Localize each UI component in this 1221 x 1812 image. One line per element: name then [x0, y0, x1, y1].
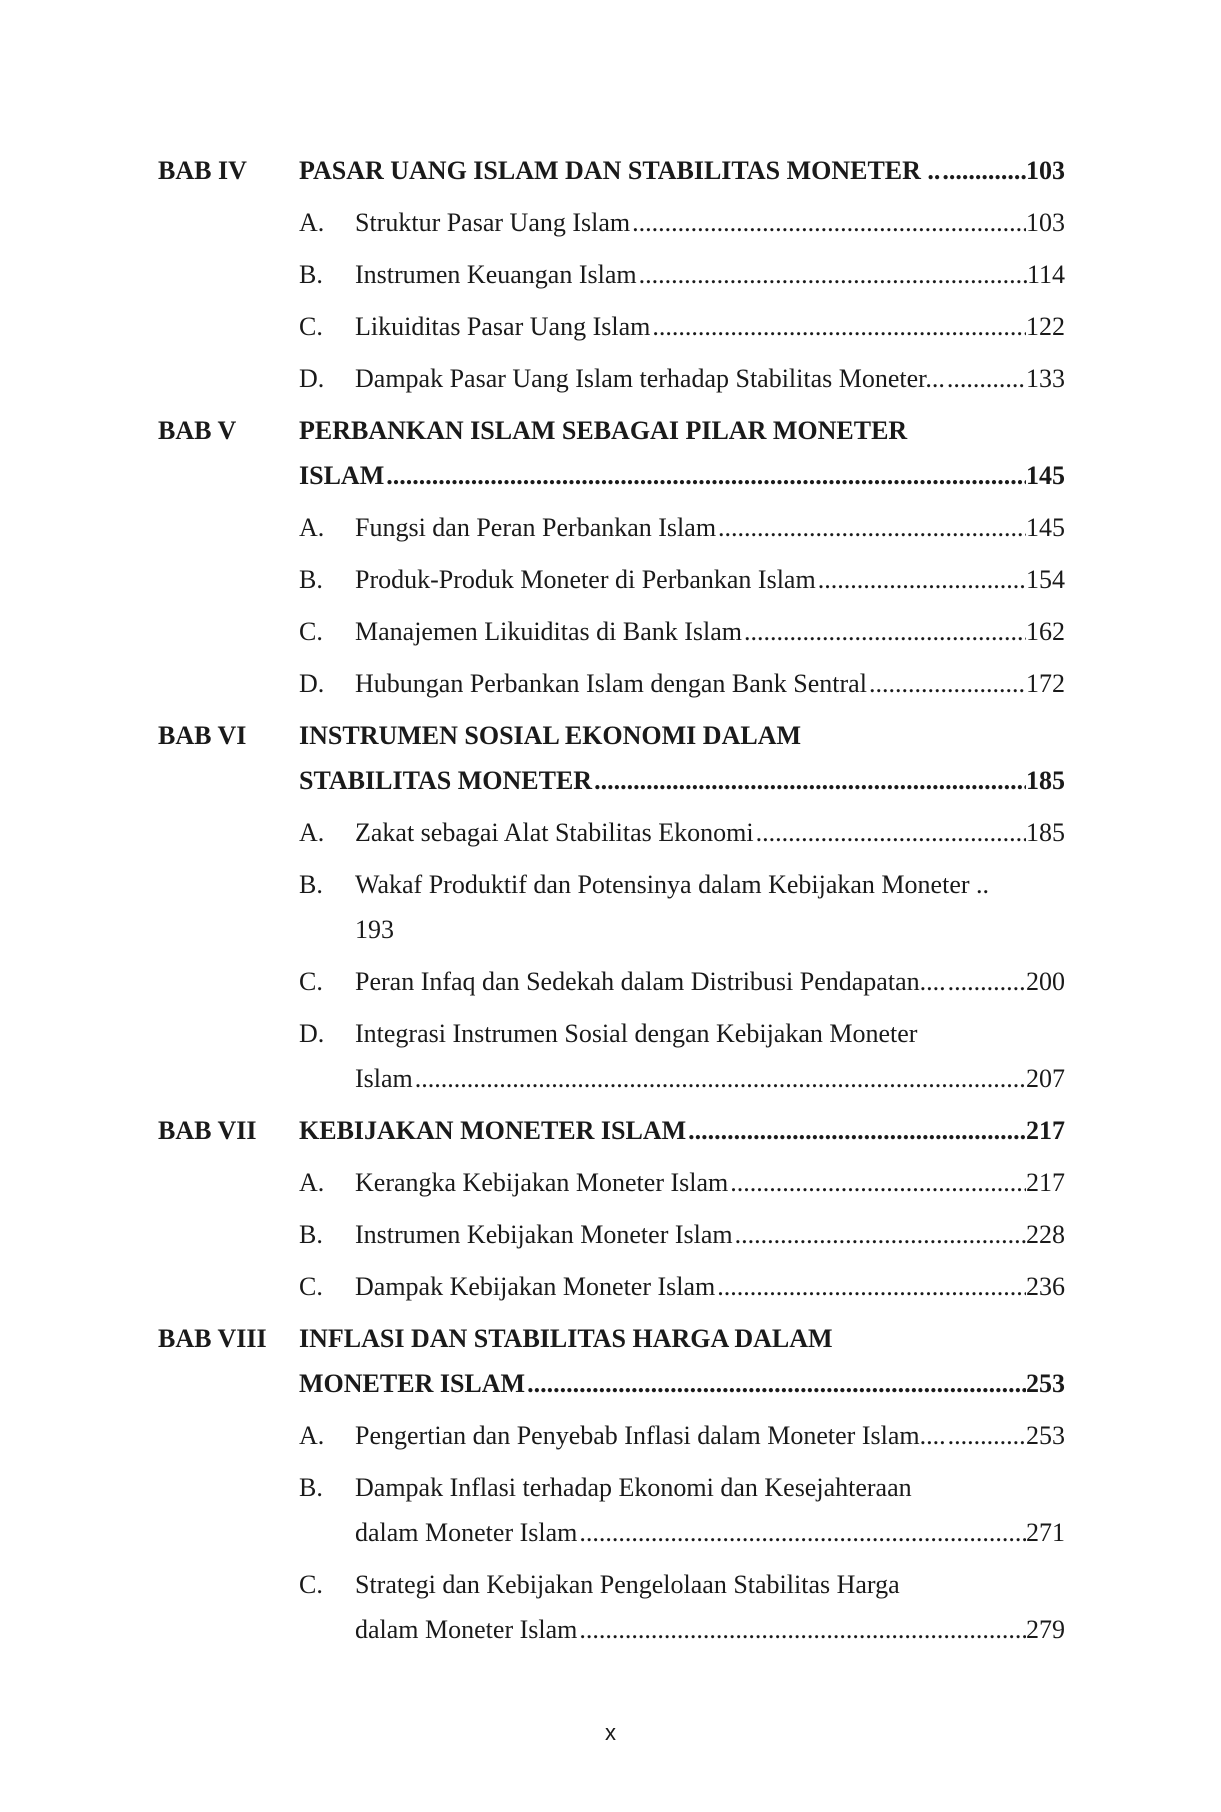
toc-section[interactable] [299, 304, 1065, 349]
toc-section[interactable] [299, 862, 1065, 952]
section-body [355, 1264, 1065, 1309]
section-letter: A. [299, 513, 325, 542]
section-title-entry [355, 200, 1065, 245]
section-title-entry [355, 609, 1065, 654]
section-body [355, 1413, 1065, 1458]
chapter-page-number: 253 [1026, 1369, 1065, 1398]
dot-leader [652, 304, 1026, 349]
dot-leader [869, 661, 1026, 706]
chapter-title [299, 713, 1065, 803]
toc-section[interactable] [299, 609, 1065, 654]
chapter-title [299, 1108, 1065, 1153]
section-title-text: Dampak Kebijakan Moneter Islam [355, 1272, 716, 1301]
section-title-entry [355, 1264, 1065, 1309]
section-body [355, 1465, 1065, 1555]
toc-section[interactable] [299, 1264, 1065, 1309]
section-title-entry [355, 1212, 1065, 1257]
section-body [355, 1562, 1065, 1652]
toc-section[interactable] [299, 1465, 1065, 1555]
section-title-entry [355, 1607, 1065, 1652]
section-title-line: Integrasi Instrumen Sosial dengan Kebijakan Moneter [355, 1019, 918, 1048]
section-page-number: 253 [1026, 1421, 1065, 1450]
section-title-text: 193 [355, 915, 394, 944]
section-title-entry [355, 1056, 1065, 1101]
section-letter: C. [299, 1570, 323, 1599]
toc-section[interactable] [299, 1413, 1065, 1458]
section-page-number: 122 [1026, 312, 1065, 341]
toc-chapter[interactable] [158, 408, 1065, 498]
section-page-number: 103 [1026, 208, 1065, 237]
chapter-title-text: KEBIJAKAN MONETER ISLAM [299, 1116, 687, 1145]
toc-chapter[interactable] [158, 1316, 1065, 1406]
section-title-text: Kerangka Kebijakan Moneter Islam [355, 1168, 729, 1197]
section-body [355, 862, 1065, 952]
dot-leader [688, 1108, 1026, 1153]
section-letter: C. [299, 312, 323, 341]
section-letter: D. [299, 1019, 325, 1048]
chapter-page-number: 185 [1026, 766, 1065, 795]
section-letter: C. [299, 617, 323, 646]
chapter-title-entry [299, 453, 1065, 498]
dot-leader [730, 1160, 1026, 1205]
chapter-title-text: PASAR UANG ISLAM DAN STABILITAS MONETER .. [299, 156, 941, 185]
chapter-title-text: MONETER ISLAM [299, 1369, 526, 1398]
section-page-number: 217 [1026, 1168, 1065, 1197]
section-page-number: 154 [1026, 565, 1065, 594]
dot-leader [717, 1264, 1026, 1309]
section-title-entry [355, 959, 1065, 1004]
section-page-number: 114 [1026, 260, 1065, 289]
toc-section[interactable] [299, 1160, 1065, 1205]
chapter-title-text: ISLAM [299, 461, 385, 490]
toc-section[interactable] [299, 252, 1065, 297]
section-title-text: Peran Infaq dan Sedekah dalam Distribusi Pendapatan.... [355, 967, 946, 996]
section-title-text: Produk-Produk Moneter di Perbankan Islam [355, 565, 816, 594]
section-body [355, 1160, 1065, 1205]
section-letter: A. [299, 818, 325, 847]
chapter-title-line: PERBANKAN ISLAM SEBAGAI PILAR MONETER [299, 416, 908, 445]
section-title-text: Fungsi dan Peran Perbankan Islam [355, 513, 717, 542]
chapter-label: BAB V [158, 416, 237, 445]
toc-section[interactable] [299, 1212, 1065, 1257]
section-body [355, 661, 1065, 706]
section-body [355, 557, 1065, 602]
section-letter: C. [299, 967, 323, 996]
section-title-entry [355, 1510, 1065, 1555]
dot-leader [744, 609, 1026, 654]
section-title-text: Pengertian dan Penyebab Inflasi dalam Moneter Islam.... [355, 1421, 946, 1450]
toc-section[interactable] [299, 810, 1065, 855]
chapter-page-number: 145 [1026, 461, 1065, 490]
chapter-title-line: INSTRUMEN SOSIAL EKONOMI DALAM [299, 721, 802, 750]
chapter-title-entry [299, 758, 1065, 803]
section-body [355, 356, 1065, 401]
dot-leader [818, 557, 1026, 602]
section-title-text: Struktur Pasar Uang Islam [355, 208, 631, 237]
section-title-line: Strategi dan Kebijakan Pengelolaan Stabilitas Harga [355, 1570, 900, 1599]
chapter-title [299, 1316, 1065, 1406]
section-letter: B. [299, 870, 323, 899]
section-page-number: 279 [1026, 1615, 1065, 1644]
section-page-number: 236 [1026, 1272, 1065, 1301]
dot-leader [594, 758, 1026, 803]
section-title-entry [355, 1413, 1065, 1458]
toc-section[interactable] [299, 1562, 1065, 1652]
dot-leader [415, 1056, 1026, 1101]
section-title-entry [355, 356, 1065, 401]
toc-section[interactable] [299, 661, 1065, 706]
section-title-entry [355, 1160, 1065, 1205]
section-title-text: Dampak Pasar Uang Islam terhadap Stabilitas Moneter... [355, 364, 945, 393]
section-letter: C. [299, 1272, 323, 1301]
section-title-text: dalam Moneter Islam [355, 1615, 578, 1644]
section-body [355, 252, 1065, 297]
section-title-text: Islam [355, 1064, 413, 1093]
toc-section[interactable] [299, 505, 1065, 550]
section-body [355, 810, 1065, 855]
section-title-entry [355, 557, 1065, 602]
section-letter: D. [299, 364, 325, 393]
chapter-title [299, 408, 1065, 498]
toc-section[interactable] [299, 959, 1065, 1004]
dot-leader [579, 1607, 1026, 1652]
dot-leader [942, 148, 1026, 193]
section-title-text: Likuiditas Pasar Uang Islam [355, 312, 651, 341]
dot-leader [386, 453, 1026, 498]
section-page-number: 271 [1026, 1518, 1065, 1547]
section-title-text: Instrumen Keuangan Islam [355, 260, 637, 289]
dot-leader [735, 1212, 1026, 1257]
section-page-number: 145 [1026, 513, 1065, 542]
section-body [355, 505, 1065, 550]
section-letter: A. [299, 208, 325, 237]
section-body [355, 304, 1065, 349]
toc-chapter[interactable] [158, 148, 1065, 193]
chapter-title-text: STABILITAS MONETER [299, 766, 593, 795]
chapter-label: BAB VIII [158, 1324, 267, 1353]
section-page-number: 185 [1026, 818, 1065, 847]
section-title-entry [355, 810, 1065, 855]
toc-chapter[interactable] [158, 713, 1065, 803]
toc-chapter[interactable] [158, 1108, 1065, 1153]
section-title-entry [355, 304, 1065, 349]
section-letter: B. [299, 565, 323, 594]
section-title-line: Dampak Inflasi terhadap Ekonomi dan Kesejahteraan [355, 1473, 912, 1502]
dot-leader [948, 959, 1026, 1004]
toc-section[interactable] [299, 200, 1065, 245]
dot-leader [632, 200, 1026, 245]
section-body [355, 959, 1065, 1004]
chapter-title [299, 148, 1065, 193]
section-page-number: 207 [1026, 1064, 1065, 1093]
section-title-entry [355, 661, 1065, 706]
section-letter: D. [299, 669, 325, 698]
section-letter: A. [299, 1421, 325, 1450]
section-letter: B. [299, 1473, 323, 1502]
section-title-text: Hubungan Perbankan Islam dengan Bank Sentral [355, 669, 867, 698]
dot-leader [948, 1413, 1026, 1458]
page-number: x [605, 1720, 616, 1745]
section-title-entry [355, 252, 1065, 297]
section-body [355, 1011, 1065, 1101]
dot-leader [579, 1510, 1026, 1555]
table-of-contents [158, 148, 1065, 1652]
chapter-title-line: INFLASI DAN STABILITAS HARGA DALAM [299, 1324, 833, 1353]
section-page-number: 228 [1026, 1220, 1065, 1249]
section-body [355, 200, 1065, 245]
chapter-label: BAB VII [158, 1116, 257, 1145]
section-title-entry [355, 505, 1065, 550]
dot-leader [639, 252, 1027, 297]
dot-leader [947, 356, 1026, 401]
section-title-line: Wakaf Produktif dan Potensinya dalam Kebijakan Moneter .. [355, 870, 990, 899]
chapter-title-entry [299, 148, 1065, 193]
chapter-label: BAB IV [158, 156, 247, 185]
section-body [355, 609, 1065, 654]
toc-section[interactable] [299, 1011, 1065, 1101]
dot-leader [527, 1361, 1026, 1406]
dot-leader [718, 505, 1026, 550]
section-title-text: Manajemen Likuiditas di Bank Islam [355, 617, 743, 646]
section-page-number: 200 [1026, 967, 1065, 996]
section-letter: B. [299, 1220, 323, 1249]
section-page-number: 162 [1026, 617, 1065, 646]
chapter-title-entry [299, 1361, 1065, 1406]
section-title-entry [355, 907, 1065, 952]
toc-section[interactable] [299, 557, 1065, 602]
section-letter: A. [299, 1168, 325, 1197]
section-title-text: Zakat sebagai Alat Stabilitas Ekonomi [355, 818, 754, 847]
chapter-label: BAB VI [158, 721, 247, 750]
section-page-number: 133 [1026, 364, 1065, 393]
dot-leader [756, 810, 1026, 855]
section-title-text: Instrumen Kebijakan Moneter Islam [355, 1220, 733, 1249]
toc-section[interactable] [299, 356, 1065, 401]
section-title-text: dalam Moneter Islam [355, 1518, 578, 1547]
chapter-page-number: 217 [1026, 1116, 1065, 1145]
section-letter: B. [299, 260, 323, 289]
chapter-title-entry [299, 1108, 1065, 1153]
section-page-number: 172 [1026, 669, 1065, 698]
chapter-page-number: 103 [1026, 156, 1065, 185]
section-body [355, 1212, 1065, 1257]
